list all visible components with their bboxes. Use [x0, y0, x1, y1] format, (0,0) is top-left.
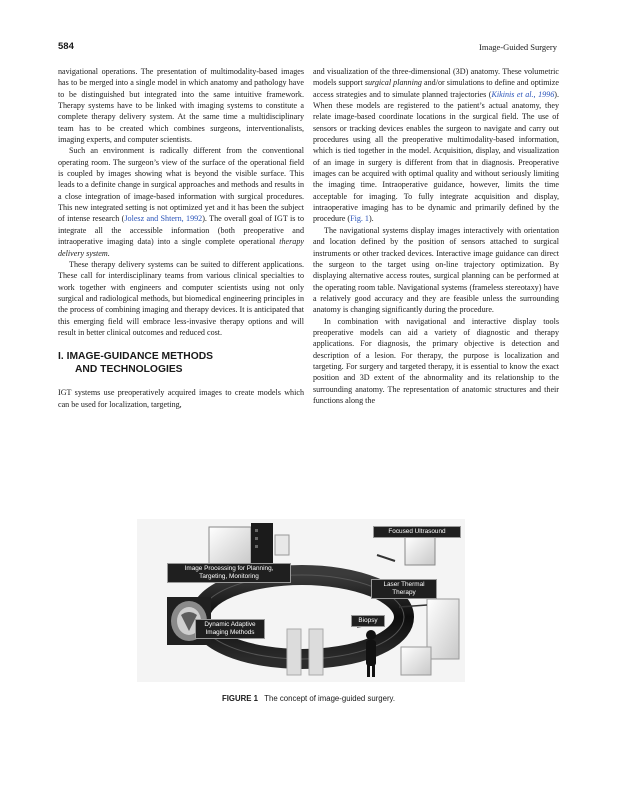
- magnet-column: [287, 629, 301, 675]
- surgical-probe: [377, 555, 395, 561]
- paragraph: In combination with navigational and interactive display tools preoperative models can aid a variety of diagnostic and therapy applications. For diagnosis, the primary objective is detection and description of a lesion. For therapy, the purpose is localization and targeting. For surgery and targeted therapy, it is essential to know the exact position and 3D extent of the abnormality and its relationship to the surrounding anatomy. The representation of anatomic structures and their functions along the: [313, 316, 559, 405]
- ultrasound-device: [405, 537, 435, 565]
- figure-caption: FIGURE 1 The concept of image-guided surgery.: [221, 694, 396, 703]
- paragraph: The navigational systems display images interactively with orientation and location defined by the position of sensors attached to surgical instruments or other tracked devices. Interactive image guidance can direct the surgeon to the target using on-line trajectory optimization. By displaying alternative access routes, surgical planning can be performed at the operating room table. Navigational systems (frameless stereotaxy) have a relatively good accuracy and they are feasible unless the surrounding anatomy is changing significantly during the procedure.: [313, 225, 559, 315]
- page-number: 584: [58, 41, 74, 52]
- figure-label: Laser Thermal Therapy: [371, 579, 437, 599]
- cabinet: [427, 599, 459, 659]
- figure-label: Dynamic Adaptive Imaging Methods: [195, 619, 265, 639]
- figure-artwork: [137, 519, 465, 682]
- figure-label: Focused Ultrasound: [373, 526, 461, 538]
- left-column: [58, 66, 304, 410]
- monitor-device: [209, 527, 251, 565]
- paragraph: Such an environment is radically different from the conventional operating room. The surgeon’s view of the surface of the operational field is coupled by images showing what is beyond the visible surface. This leads to a definite change in surgical approaches and methods and results in a close integration of image-based information with surgical procedures. This new integrated setting is not optimized yet and it has been the subject of intense research (Jolesz and Shtern, 1992). The overall goal of IGT is to integrate all the accessible information (both preoperative and intraoperative imaging data) into a single complete operational therapy delivery system.: [58, 146, 305, 258]
- figure-label: Biopsy: [351, 615, 385, 627]
- figure-link[interactable]: Fig. 1: [350, 214, 369, 224]
- emphasis: surgical planning: [364, 78, 422, 88]
- paragraph: and visualization of the three-dimensional (3D) anatomy. These volumetric models support surgical planning and/or simulations to define and optimize access strategies and to simulate planned trajectories (Kikinis et al., 1996). When these models are registered to the patient’s actual anatomy, they relate image-based coordinate locations in the surgical field. The use of sensors or tracking devices enables the surgeon to navigate and carry out procedures using all the preoperative multimodality-based information, which is tied together in the model. Acquisition, display, and visualization of an image in surgery is different from that in diagnosis. Preoperative images can be acquired with optimal quality and without seriously limiting the imaging time. Intraoperative guidance, however, limits the time acceptable for imaging. To fully integrate acquisition and display, intraoperative imaging has to be dynamic and primarily defined by the procedure (Fig. 1).: [313, 67, 559, 224]
- patient-figure: [366, 630, 376, 640]
- magnet-column: [309, 629, 323, 675]
- running-title: Image-Guided Surgery: [479, 42, 557, 52]
- right-column: [313, 66, 559, 406]
- figure-illustration: [137, 519, 465, 682]
- paragraph: IGT systems use preoperatively acquired images to create models which can be used for localization, targeting,: [58, 388, 304, 409]
- emphasis: therapy delivery system: [58, 237, 304, 258]
- figure-label: Image Processing for Planning, Targeting, Monitoring: [167, 563, 291, 583]
- citation-link[interactable]: Jolesz and Shtern, 1992: [124, 214, 203, 224]
- paragraph: These therapy delivery systems can be suited to different applications. These call for interdisciplinary teams from various clinical specialties to work together with engineers and computer scientists using not only surgical and radiological methods, but biomedical engineering principles in the process of combining imaging and therapy devices. It is anticipated that this emerging field will embrace less-invasive therapy options and will result in better clinical outcomes and reduced cost.: [58, 259, 304, 337]
- citation-link[interactable]: Kikinis et al., 1996: [491, 89, 555, 99]
- paragraph: navigational operations. The presentation of multimodality-based images has to be merged into a single model in which anatomy and pathology have to be distinguished but integrated into the same intuitive framework. Therapy systems have to be linked with imaging systems to constitute a complete therapy delivery system. At the same time a multidisciplinary team has to be created which combines surgeons, interventionalists, imaging experts, and computer scientists.: [58, 67, 304, 145]
- section-heading: I. IMAGE-GUIDANCE METHODS AND TECHNOLOGIES: [58, 351, 214, 376]
